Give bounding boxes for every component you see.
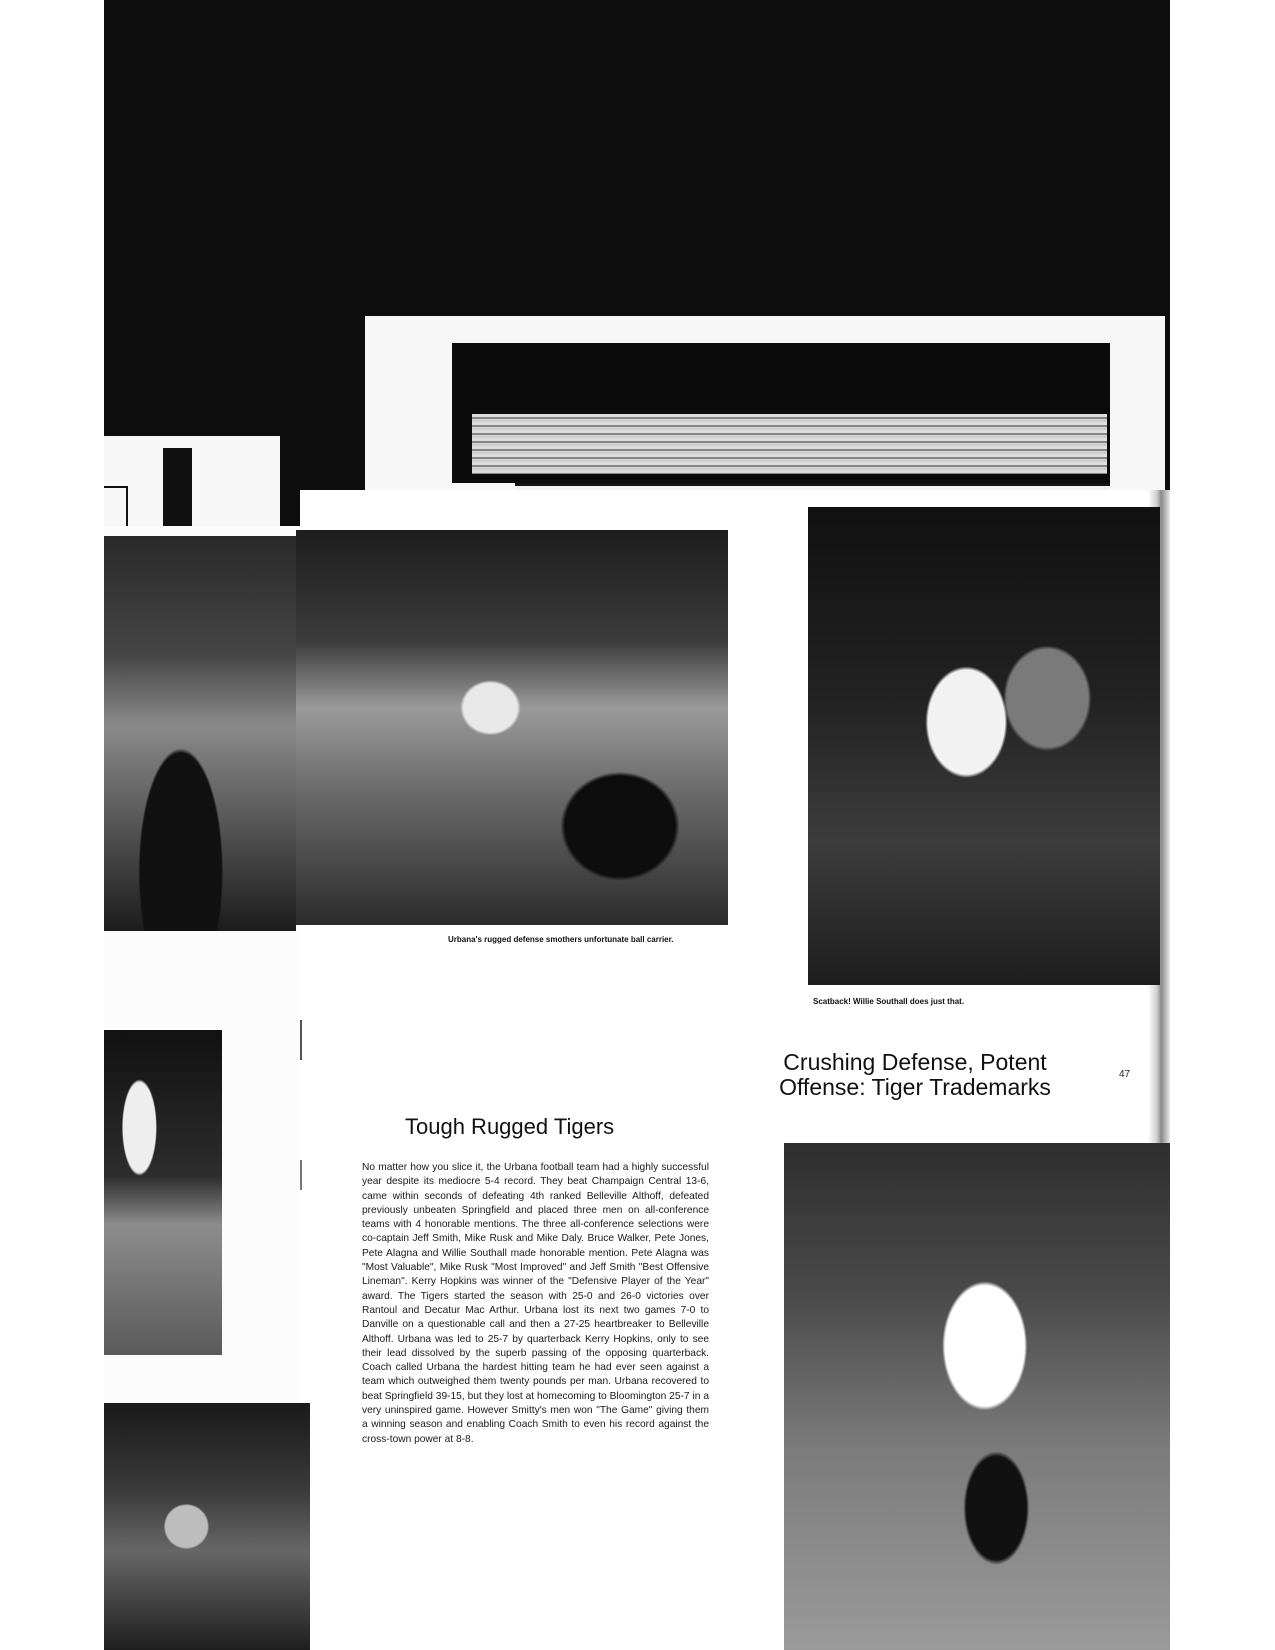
photo-scatback xyxy=(808,507,1160,985)
article-body: No matter how you slice it, the Urbana football team had a highly successful year despite its mediocre 5-4 record. They beat Champaign Central 13-6, came within seconds of defeating 4th ranked Belleville Althoff, defeated previously unbeaten Springfield and placed three men on all-conference teams with 4 honorable mentions. The three all-conference selections were co-captain Jeff Smith, Mike Rusk and Mike Daly. Bruce Walker, Pete Jones, Pete Alagna and Willie Southall made honorable mention. Pete Alagna was "Most Valuable", Mike Rusk "Most Improved" and Jeff Smith "Best Offensive Lineman". Kerry Hopkins was winner of the "Defensive Player of the Year" award. The Tigers started the season with 25-0 and 26-0 victories over Rantoul and Decatur Mac Arthur. Urbana lost its next two games 7-0 to Danville on a questionable call and then a 27-25 heartbreaker to Belleville Althoff. Urbana was led to 25-7 by quarterback Kerry Hopkins, only to see their lead dissolved by the superb passing of the opposing quarterback. Coach called Urbana the hardest hitting team he had ever seen against a team which outweighed them twenty pounds per man. Urbana recovered to beat Springfield 39-15, but they lost at homecoming to Bloomington 25-7 in a very uninspired game. However Smitty's men won "The Game" giving them a winning season and enabling Coach Smith to even his record against the cross-town power at 8-8. xyxy=(362,1162,709,1445)
photo-left-player xyxy=(104,1030,222,1355)
headline-crushing-defense xyxy=(765,1050,1065,1100)
binding-mark xyxy=(300,1160,302,1190)
headline-tough-rugged-tigers: Tough Rugged Tigers xyxy=(405,1114,615,1139)
back-page-photo-detail xyxy=(472,414,1107,474)
caption-defense: Urbana's rugged defense smothers unfortunate ball carrier. xyxy=(448,935,674,944)
left-back-page-bar xyxy=(163,448,192,528)
left-back-page-frame xyxy=(104,486,128,528)
headline-line: Offense: Tiger Trademarks xyxy=(779,1074,1051,1100)
headline-line: Crushing Defense, Potent xyxy=(783,1049,1047,1075)
binding-mark xyxy=(300,1020,302,1060)
photo-left-pileup xyxy=(104,536,296,931)
photo-runner xyxy=(784,1143,1170,1650)
photo-defense xyxy=(296,530,728,925)
page-number: 47 xyxy=(1119,1069,1131,1080)
left-back-page xyxy=(104,436,280,526)
photo-left-referee xyxy=(104,1403,310,1650)
caption-scatback: Scatback! Willie Southall does just that. xyxy=(813,997,965,1006)
